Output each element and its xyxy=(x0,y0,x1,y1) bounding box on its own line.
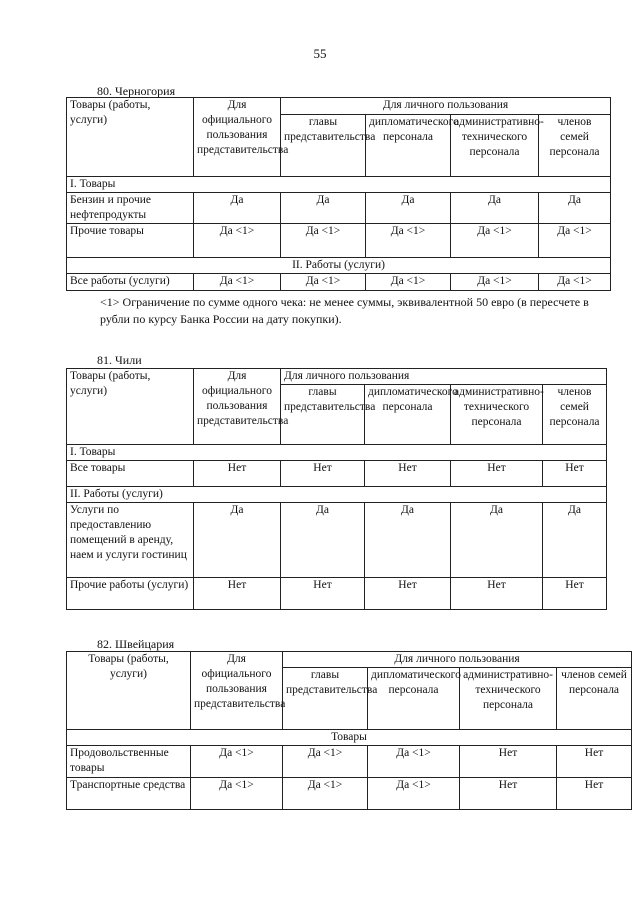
section-goods: I. Товары xyxy=(67,445,607,461)
table-cell: Да xyxy=(281,193,366,224)
table-cell: Нет xyxy=(543,461,607,487)
table-cell: Нет xyxy=(281,577,365,609)
table-montenegro xyxy=(66,97,611,291)
table-row xyxy=(67,777,632,809)
header-family: членов семей персонала xyxy=(543,385,607,445)
header-official: Для официального пользования представительства xyxy=(194,369,281,445)
table-cell: Да xyxy=(365,502,451,577)
header-personal: Для личного пользования xyxy=(281,98,611,115)
header-official: Для официального пользования представительства xyxy=(191,652,283,730)
table-cell: Да xyxy=(281,502,365,577)
table-cell: Да xyxy=(451,193,539,224)
table-row xyxy=(67,224,611,258)
table-cell: Транспортные средства xyxy=(67,777,191,809)
header-heads: главы представительства xyxy=(283,668,368,730)
header-goods: Товары (работы, услуги) xyxy=(67,652,191,730)
table-cell: Нет xyxy=(451,461,543,487)
section-goods: I. Товары xyxy=(67,177,611,193)
header-official: Для официального пользования представительства xyxy=(194,98,281,177)
table-row xyxy=(67,461,607,487)
table-cell: Нет xyxy=(194,461,281,487)
table-row xyxy=(67,273,611,290)
header-goods: Товары (работы, услуги) xyxy=(67,98,194,177)
table-cell: Да xyxy=(543,502,607,577)
header-heads: главы представительства xyxy=(281,385,365,445)
section-goods: Товары xyxy=(67,730,632,746)
section-works: II. Работы (услуги) xyxy=(67,258,611,274)
table-cell: Да <1> xyxy=(191,777,283,809)
table-cell: Нет xyxy=(460,777,557,809)
table-cell: Да <1> xyxy=(368,777,460,809)
page-number: 55 xyxy=(313,46,327,61)
header-family: членов семей персонала xyxy=(539,115,611,177)
table-cell: Да <1> xyxy=(194,224,281,258)
table-cell: Нет xyxy=(365,577,451,609)
header-diplomatic: дипломатического персонала xyxy=(365,385,451,445)
table-cell: Да <1> xyxy=(368,745,460,777)
table-cell: Да xyxy=(451,502,543,577)
table-cell: Да xyxy=(194,193,281,224)
table-cell: Нет xyxy=(543,577,607,609)
header-personal: Для личного пользования xyxy=(281,369,607,385)
table-cell: Да <1> xyxy=(194,273,281,290)
table-row xyxy=(67,193,611,224)
header-admin: административно-технического персонала xyxy=(451,115,539,177)
header-goods: Товары (работы, услуги) xyxy=(67,369,194,445)
table-row xyxy=(67,745,632,777)
header-admin: административно-технического персонала xyxy=(460,668,557,730)
table-cell: Да xyxy=(366,193,451,224)
table-cell: Да <1> xyxy=(366,224,451,258)
section-title-chile: 81. Чили xyxy=(97,353,142,367)
table-cell: Да <1> xyxy=(539,224,611,258)
table-cell: Да <1> xyxy=(539,273,611,290)
table-cell: Продовольственные товары xyxy=(67,745,191,777)
section-title-montenegro: 80. Черногория xyxy=(97,84,176,98)
table-cell: Да <1> xyxy=(191,745,283,777)
table-row xyxy=(67,502,607,577)
table-cell: Бензин и прочие нефтепродукты xyxy=(67,193,194,224)
table-row xyxy=(67,577,607,609)
table-cell: Все товары xyxy=(67,461,194,487)
header-heads: главы представительства xyxy=(281,115,366,177)
table-cell: Да xyxy=(539,193,611,224)
table-cell: Да <1> xyxy=(281,224,366,258)
table-switzerland xyxy=(66,651,632,810)
table-cell: Да <1> xyxy=(366,273,451,290)
table-cell: Прочие работы (услуги) xyxy=(67,577,194,609)
header-diplomatic: дипломатического персонала xyxy=(368,668,460,730)
table-cell: Нет xyxy=(460,745,557,777)
table-cell: Нет xyxy=(557,777,632,809)
header-personal: Для личного пользования xyxy=(283,652,632,668)
table-cell: Прочие товары xyxy=(67,224,194,258)
table-cell: Да <1> xyxy=(451,273,539,290)
section-works: II. Работы (услуги) xyxy=(67,487,607,503)
table-cell: Нет xyxy=(281,461,365,487)
header-diplomatic: дипломатического персонала xyxy=(366,115,451,177)
section-title-switzerland: 82. Швейцария xyxy=(97,637,175,651)
table-cell: Нет xyxy=(194,577,281,609)
table-cell: Нет xyxy=(557,745,632,777)
table-cell: Да <1> xyxy=(281,273,366,290)
table-cell: Да <1> xyxy=(283,745,368,777)
footnote: <1> Ограничение по сумме одного чека: не менее суммы, эквивалентной 50 евро (в пересчете в рубли по курсу Банка России на дату покупки). xyxy=(100,295,589,327)
table-cell: Да <1> xyxy=(451,224,539,258)
header-admin: административно-технического персонала xyxy=(451,385,543,445)
table-cell: Да xyxy=(194,502,281,577)
table-cell: Нет xyxy=(365,461,451,487)
table-cell: Услуги по предоставлению помещений в аренду, наем и услуги гостиниц xyxy=(67,502,194,577)
table-cell: Да <1> xyxy=(283,777,368,809)
table-cell: Нет xyxy=(451,577,543,609)
header-family: членов семей персонала xyxy=(557,668,632,730)
table-chile xyxy=(66,368,607,610)
table-cell: Все работы (услуги) xyxy=(67,273,194,290)
